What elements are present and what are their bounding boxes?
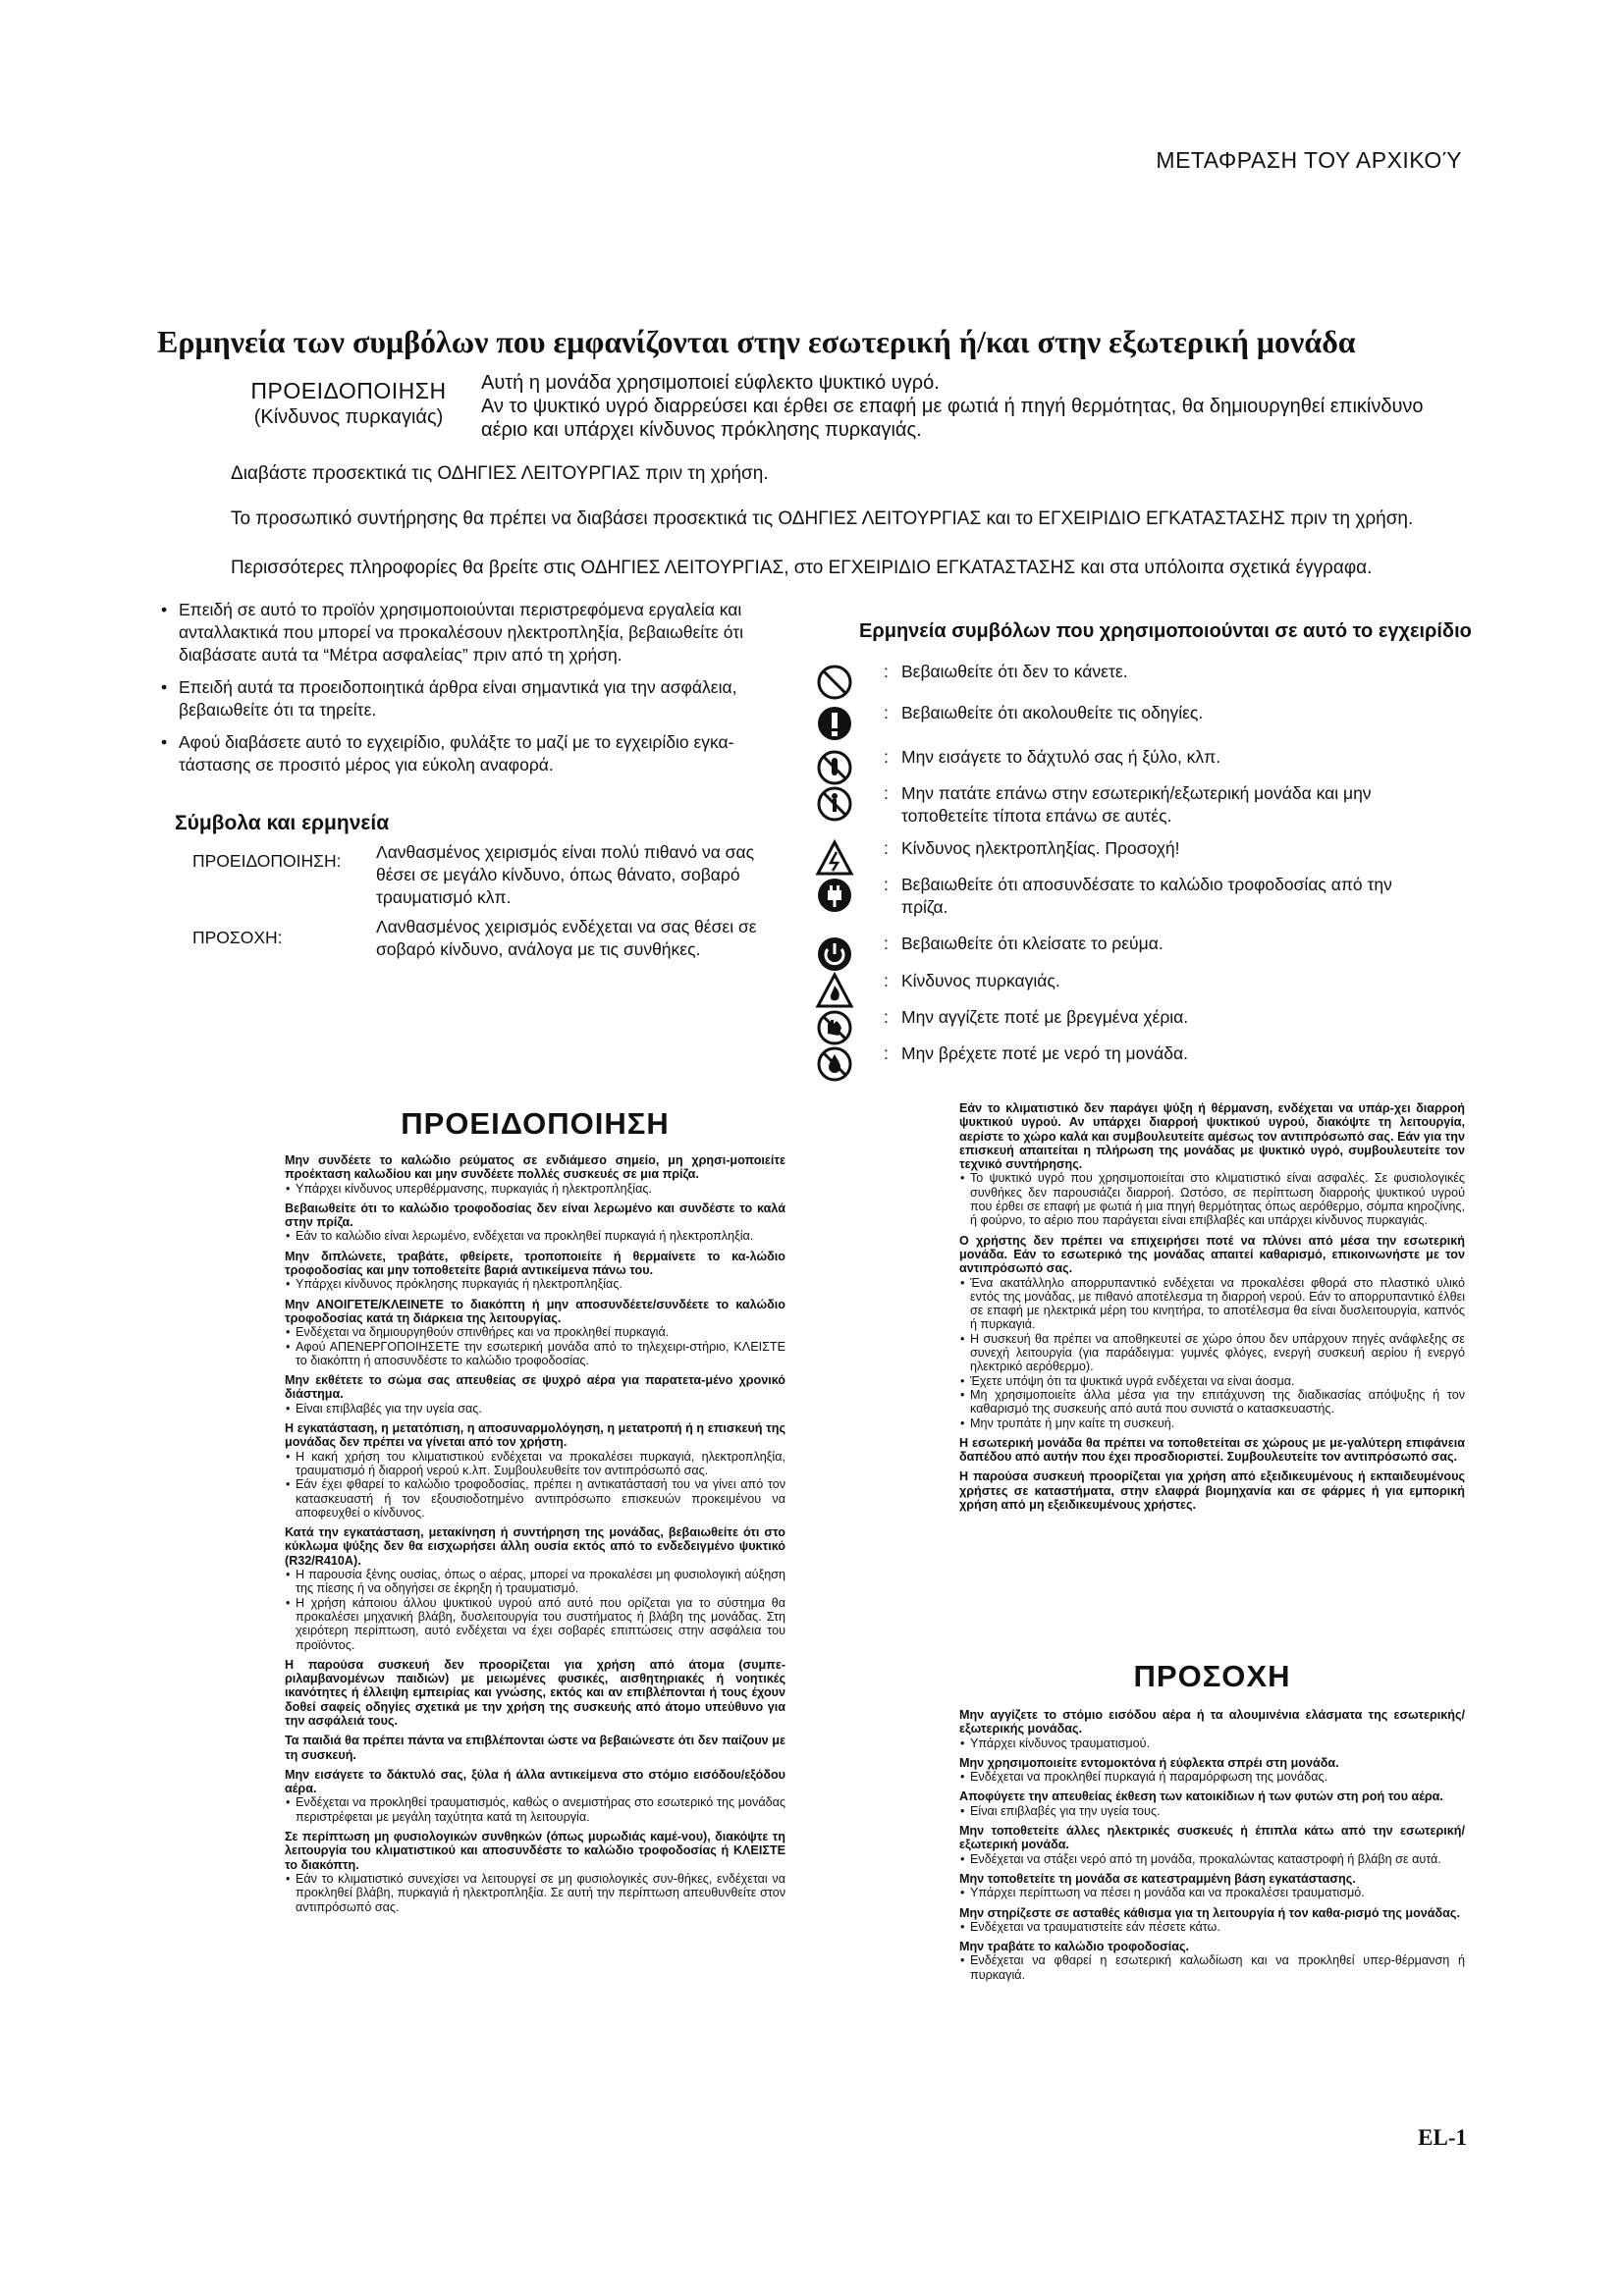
- bullet-item: • Ένα ακατάλληλο απορρυπαντικό ενδέχεται να προκαλέσει φθορά στο πλαστικό υλικό εντός της μονάδας, με πιθανό αποτέλεσμα τη διαρροή νερού. Εάν το απορρυπαντικό έλθει σε επαφή με ηλεκτρικά μέρη του κινητήρα, το αποτέλεσμα θα είναι δυσλειτουργία, καπνός ή πυρκαγιά.: [959, 1276, 1465, 1332]
- symbol-text: Μην πατάτε επάνω στην εσωτερική/εξωτερική μονάδα και μην τοποθετείτε τίποτα επάνω σε αυτές.: [901, 783, 1372, 826]
- paragraph-lead: Μην συνδέετε το καλώδιο ρεύματος σε ενδιάμεσο σημείο, μη χρησι-μοποιείτε προέκταση καλωδίου και μην συνδέετε πολλές συσκευές σε μια πρίζα.: [285, 1153, 785, 1182]
- paragraph: [285, 1373, 785, 1415]
- paragraph-lead: Τα παιδιά θα πρέπει πάντα να επιβλέπονται ώστε να βεβαιώνεστε ότι δεν παίζουν με τη συσκευή.: [285, 1734, 785, 1762]
- bullet-item: • Υπάρχει κίνδυνος τραυματισμού.: [959, 1736, 1465, 1750]
- electric-shock-icon: [815, 839, 854, 879]
- bullet-item: • Το ψυκτικό υγρό που χρησιμοποιείται στο κλιματιστικό είναι ασφαλές. Σε φυσιολογικές συνθήκες δεν παρουσιάζει διαρροή. Ωστόσο, σε περίπτωση διαρροής ψυκτικού υγρού που έρθει σε επαφή με φωτιά ή μια πηγή θερμότητας όπως αερόθερμο, σόμπα κηροζίνης, ή φούρνο, το αέριο που παράγεται είναι επιβλαβές και υπάρχει κίνδυνος πυρκαγιάς.: [959, 1171, 1465, 1227]
- paragraph-lead: Η εγκατάσταση, η μετατόπιση, η αποσυναρμολόγηση, η μετατροπή ή η επισκευή της μονάδας δεν πρέπει να γίνεται από τον χρήστη.: [285, 1421, 785, 1450]
- paragraph-lead: Μην στηρίζεστε σε ασταθές κάθισμα για τη λειτουργία ή τον καθα-ρισμό της μονάδας.: [959, 1905, 1460, 1920]
- caution-key: ΠΡΟΣΟΧΗ:: [192, 928, 283, 947]
- paragraph-lead: Μην τραβάτε το καλώδιο τροφοδοσίας.: [959, 1940, 1190, 1954]
- list-item: • Αφού διαβάσετε αυτό το εγχειρίδιο, φυλάξτε το μαζί με το εγχειρίδιο εγκα-τάστασης σε προσιτό μέρος για εύκολη αναφορά.: [157, 731, 785, 776]
- paragraph: [285, 1250, 785, 1292]
- bullet-item: • Η χρήση κάποιου άλλου ψυκτικού υγρού από αυτό που ορίζεται για το σύστημα θα προκαλέσει μηχανική βλάβη, δυσλειτουργία του συστήματος ή βλάβη της μονάδας. Στη χειρότερη περίπτωση, αυτό ενδέχεται να έχει σοβαρές επιπτώσεις στην ασφάλεια του προϊόντος.: [285, 1596, 785, 1652]
- bullet-item: • Ενδέχεται να τραυματιστείτε εάν πέσετε κάτω.: [959, 1920, 1465, 1934]
- symbol-item-no-standing: : Μην πατάτε επάνω στην εσωτερική/εξωτερική μονάδα και μην τοποθετείτε τίποτα επάνω σε αυτές.: [884, 782, 1434, 828]
- symbol-text: Βεβαιωθείτε ότι ακολουθείτε τις οδηγίες.: [901, 703, 1204, 722]
- caution-section-heading: ΠΡΟΣΟΧΗ: [1133, 1659, 1291, 1693]
- bullet-item: • Η παρουσία ξένης ουσίας, όπως ο αέρας, μπορεί να προκαλέσει μη φυσιολογική αύξηση της πίεσης ή να οδηγήσει σε έκρηξη ή τραυματισμό.: [285, 1568, 785, 1596]
- paragraph: [959, 1469, 1465, 1512]
- paragraph: [285, 1734, 785, 1762]
- manual-symbols-title: Ερμηνεία συμβόλων που χρησιμοποιούνται σε αυτό το εγχειρίδιο: [859, 620, 1472, 642]
- symbol-text: Κίνδυνος ηλεκτροπληξίας. Προσοχή!: [901, 838, 1180, 858]
- unplug-icon: [815, 876, 854, 915]
- no-wet-hands-icon: [815, 1008, 854, 1047]
- warning-section-heading: ΠΡΟΕΙΔΟΠΟΙΗΣΗ: [401, 1106, 670, 1141]
- bullet-item: • Υπάρχει κίνδυνος πρόκλησης πυρκαγιάς ή ηλεκτροπληξίας.: [285, 1277, 785, 1291]
- warning-line-2: Αν το ψυκτικό υγρό διαρρεύσει και έρθει σε επαφή με φωτιά ή πηγή θερμότητας, θα δημιουργηθεί επικίνδυνο: [481, 396, 1424, 417]
- bullet-item: • Υπάρχει περίπτωση να πέσει η μονάδα και να προκαλέσει τραυματισμό.: [959, 1886, 1465, 1899]
- bullet-item: • Εάν έχει φθαρεί το καλώδιο τροφοδοσίας, πρέπει η αντικατάστασή του να γίνει από τον κατασκευαστή ή τον εξουσιοδοτημένο αντιπρόσωπο επισκευών προκειμένου να αποφευχθεί ο κίνδυνος.: [285, 1477, 785, 1520]
- paragraph: [959, 1824, 1465, 1866]
- warning-key: ΠΡΟΕΙΔΟΠΟΙΗΣΗ:: [192, 851, 342, 871]
- paragraph: [959, 1436, 1465, 1465]
- warning-line-1: Αυτή η μονάδα χρησιμοποιεί εύφλεκτο ψυκτικό υγρό.: [481, 372, 940, 394]
- paragraph: [285, 1830, 785, 1914]
- paragraph-lead: Ο χρήστης δεν πρέπει να επιχειρήσει ποτέ να πλύνει από μέσα την εσωτερική μονάδα. Εάν το εσωτερικό της μονάδας απαιτεί καθαρισμό, επικοινωνήστε με τον αντιπρόσωπό σας.: [959, 1233, 1465, 1276]
- paragraph-lead: Εάν το κλιματιστικό δεν παράγει ψύξη ή θέρμανση, ενδέχεται να υπάρ-χει διαρροή ψυκτικού υγρού. Αν υπάρχει διαρροή ψυκτικού υγρού, διακόψτε τη λειτουργία, αερίστε το χώρο καλά και συμβουλευτείτε αμέσως τον αντιπρόσωπό σας. Εάν για την επισκευή απαιτείται η πλήρωση της μονάδας με ψυκτικό υγρό, συμβουλευτείτε τον τεχνικό συντήρησης.: [959, 1101, 1465, 1172]
- bullet-item: • Έχετε υπόψη ότι τα ψυκτικά υγρά ενδέχεται να είναι άοσμα.: [959, 1374, 1465, 1388]
- no-water-icon: [815, 1044, 854, 1084]
- symbol-item-instruction: : Βεβαιωθείτε ότι ακολουθείτε τις οδηγίες.: [884, 702, 1434, 724]
- paragraph: [285, 1658, 785, 1728]
- bullet-item: • Είναι επιβλαβές για την υγεία τους.: [959, 1804, 1465, 1818]
- bullet-item: • Ενδέχεται να στάξει νερό από τη μονάδα, προκαλώντας καταστροφή ή βλάβη σε αυτά.: [959, 1852, 1465, 1866]
- symbol-item-prohibition: : Βεβαιωθείτε ότι δεν το κάνετε.: [884, 661, 1434, 683]
- paragraph: [285, 1525, 785, 1652]
- paragraph-lead: Μην διπλώνετε, τραβάτε, φθείρετε, τροποποιείτε ή θερμαίνετε το κα-λώδιο τροφοδοσίας και μην τοποθετείτε βαριά αντικείμενα πάνω του.: [285, 1249, 785, 1278]
- symbol-item-unplug: : Βεβαιωθείτε ότι αποσυνδέσατε το καλώδιο τροφοδοσίας από την πρίζα.: [884, 874, 1434, 919]
- paragraph-lead: Η παρούσα συσκευή προορίζεται για χρήση από εξειδικευμένους ή εκπαιδευμένους χρήστες σε καταστήματα, στην ελαφρά βιομηχανία και σε φάρμες ή για εμπορική χρήση από μη εξειδικευμένους χρήστες.: [959, 1469, 1465, 1513]
- safety-bullets: [157, 599, 785, 786]
- paragraph: [959, 1756, 1465, 1785]
- caution-column: [959, 1708, 1465, 1988]
- header-original-translation: ΜΕΤΑΦΡΑΣΗ ΤΟΥ ΑΡΧΙΚΟΎ: [1156, 147, 1462, 173]
- paragraph: [285, 1768, 785, 1824]
- paragraph: [959, 1872, 1465, 1900]
- bullet-item: • Ενδέχεται να φθαρεί η εσωτερική καλωδίωση και να προκληθεί υπερ-θέρμανση ή πυρκαγιά.: [959, 1953, 1465, 1982]
- bullet-item: • Είναι επιβλαβές για την υγεία σας.: [285, 1402, 785, 1415]
- symbol-text: Μην εισάγετε το δάχτυλό σας ή ξύλο, κλπ.: [901, 747, 1221, 767]
- paragraph: [285, 1201, 785, 1244]
- symbol-text: Βεβαιωθείτε ότι αποσυνδέσατε το καλώδιο τροφοδοσίας από την πρίζα.: [901, 875, 1392, 917]
- fire-hazard-icon: [815, 972, 854, 1011]
- fire-risk-sublabel: (Κίνδυνος πυρκαγιάς): [253, 406, 444, 428]
- fire-warning-label: [241, 378, 457, 429]
- note-read-operating-instructions: Διαβάστε προσεκτικά τις ΟΔΗΓΙΕΣ ΛΕΙΤΟΥΡΓΙΑΣ πριν τη χρήση.: [231, 463, 769, 484]
- note-more-information: Περισσότερες πληροφορίες θα βρείτε στις ΟΔΗΓΙΕΣ ΛΕΙΤΟΥΡΓΙΑΣ, στο ΕΓΧΕΙΡΙΔΙΟ ΕΓΚΑΤΑΣΤΑΣΗΣ και στα υπόλοιπα σχετικά έγγραφα.: [231, 558, 1373, 578]
- symbol-item-electric-shock: : Κίνδυνος ηλεκτροπληξίας. Προσοχή!: [884, 837, 1434, 860]
- bullet-item: • Ενδέχεται να προκληθεί πυρκαγιά ή παραμόρφωση της μονάδας.: [959, 1770, 1465, 1784]
- bullet-item: • Αφού ΑΠΕΝΕΡΓΟΠΟΙΗΣΕΤΕ την εσωτερική μονάδα από το τηλεχειρι-στήριο, ΚΛΕΙΣΤΕ το διακόπτη ή αποσυνδέστε το καλώδιο τροφοδοσίας.: [285, 1340, 785, 1368]
- symbol-text: Κίνδυνος πυρκαγιάς.: [901, 971, 1060, 990]
- list-item: • Επειδή σε αυτό το προϊόν χρησιμοποιούνται περιστρεφόμενα εργαλεία και ανταλλακτικά που μπορεί να προκαλέσουν ηλεκτροπληξία, βεβαιωθείτε ότι διαβάσατε αυτά τα “Μέτρα ασφαλείας” πριν από τη χρήση.: [157, 599, 785, 667]
- list-item: • Επειδή αυτά τα προειδοποιητικά άρθρα είναι σημαντικά για την ασφάλεια, βεβαιωθείτε ότι τα τηρείτε.: [157, 676, 785, 721]
- paragraph-lead: Μην ΑΝΟΙΓΕΤΕ/ΚΛΕΙΝΕΤΕ το διακόπτη ή μην αποσυνδέετε/συνδέετε το καλώδιο τροφοδοσίας κατά τη διάρκεια της λειτουργίας.: [285, 1297, 785, 1325]
- fire-warning-text: [481, 371, 1522, 442]
- symbol-text: Βεβαιωθείτε ότι δεν το κάνετε.: [901, 662, 1128, 681]
- paragraph-lead: Βεβαιωθείτε ότι το καλώδιο τροφοδοσίας δεν είναι λερωμένο και συνδέστε το καλά στην πρίζα.: [285, 1201, 785, 1230]
- warning-left-column: [285, 1153, 785, 1920]
- paragraph-lead: Μην χρησιμοποιείτε εντομοκτόνα ή εύφλεκτα σπρέι στη μονάδα.: [959, 1755, 1339, 1770]
- power-off-icon: [815, 934, 854, 974]
- symbol-item-no-finger: : Μην εισάγετε το δάχτυλό σας ή ξύλο, κλπ.: [884, 746, 1434, 769]
- symbol-item-fire-hazard: : Κίνδυνος πυρκαγιάς.: [884, 970, 1434, 992]
- bullet-item: • Η συσκευή θα πρέπει να αποθηκευτεί σε χώρο όπου δεν υπάρχουν πηγές ανάφλεξης σε συνεχή λειτουργία (για παράδειγμα: γυμνές φλόγες, ενεργή συσκευή αερίου ή ενεργό ηλεκτρικό αερόθερμο).: [959, 1332, 1465, 1374]
- bullet-item: • Μην τρυπάτε ή μην καίτε τη συσκευή.: [959, 1416, 1465, 1430]
- warning-value: Λανθασμένος χειρισμός είναι πολύ πιθανό να σας θέσει σε μεγάλο κίνδυνο, όπως θάνατο, σοβαρό τραυματισμό κλπ.: [376, 842, 755, 907]
- symbols-section-title: Σύμβολα και ερμηνεία: [175, 812, 390, 834]
- warning-label: ΠΡΟΕΙΔΟΠΟΙΗΣΗ: [250, 378, 447, 403]
- paragraph-lead: Μην τοποθετείτε τη μονάδα σε κατεστραμμένη βάση εγκατάστασης.: [959, 1871, 1356, 1886]
- paragraph-lead: Η εσωτερική μονάδα θα πρέπει να τοποθετείται σε χώρους με με-γαλύτερη επιφάνεια δαπέδου από αυτήν που έχει προσδιοριστεί. Συμβουλευτείτε τον αντιπρόσωπό σας.: [959, 1435, 1465, 1465]
- paragraph: [959, 1789, 1465, 1818]
- paragraph: [959, 1940, 1465, 1982]
- bullet-item: • Ενδέχεται να δημιουργηθούν σπινθήρες και να προκληθεί πυρκαγιά.: [285, 1325, 785, 1339]
- paragraph: [959, 1234, 1465, 1430]
- page-title: Ερμηνεία των συμβόλων που εμφανίζονται στην εσωτερική ή/και στην εξωτερική μονάδα: [157, 324, 1356, 359]
- paragraph-lead: Η παρούσα συσκευή δεν προορίζεται για χρήση από άτομα (συμπε-ριλαμβανομένων παιδιών) με μειωμένες φυσικές, αισθητηριακές ή νοητικές ικανότητες ή έλλειψη εμπειρίας και γνώσης, εκτός και αν επιβλέπονται ή τους έχουν δοθεί σαφείς οδηγίες σχετικά με την χρήση της συσκευής από άτομο υπεύθυνο για την ασφάλειά τους.: [285, 1657, 785, 1728]
- caution-value: Λανθασμένος χειρισμός ενδέχεται να σας θέσει σε σοβαρό κίνδυνο, ανάλογα με τις συνθήκες.: [376, 917, 757, 959]
- symbol-text: Μην βρέχετε ποτέ με νερό τη μονάδα.: [901, 1043, 1188, 1063]
- symbol-text: Βεβαιωθείτε ότι κλείσατε το ρεύμα.: [901, 934, 1164, 953]
- paragraph: [959, 1101, 1465, 1228]
- bullet-item: • Εάν το καλώδιο είναι λερωμένο, ενδέχεται να προκληθεί πυρκαγιά ή ηλεκτροπληξία.: [285, 1229, 785, 1243]
- symbol-item-power-off: : Βεβαιωθείτε ότι κλείσατε το ρεύμα.: [884, 933, 1434, 955]
- instruction-icon: [815, 704, 854, 743]
- paragraph: [959, 1708, 1465, 1750]
- symbol-text: Μην αγγίζετε ποτέ με βρεγμένα χέρια.: [901, 1007, 1189, 1027]
- warning-right-column: [959, 1101, 1465, 1518]
- paragraph-lead: Μην εκθέτετε το σώμα σας απευθείας σε ψυχρό αέρα για παρατετα-μένο χρονικό διάστημα.: [285, 1373, 785, 1402]
- symbol-item-no-water: : Μην βρέχετε ποτέ με νερό τη μονάδα.: [884, 1042, 1434, 1065]
- bullet-item: • Εάν το κλιματιστικό συνεχίσει να λειτουργεί σε μη φυσιολογικές συν-θήκες, ενδέχεται να προκληθεί βλάβη, πυρκαγιά ή ηλεκτροπληξία. Σε αυτή την περίπτωση απευθυνθείτε στον αντιπρόσωπό σας.: [285, 1872, 785, 1914]
- bullet-item: • Ενδέχεται να προκληθεί τραυματισμός, καθώς ο ανεμιστήρας στο εσωτερικό της μονάδας περιστρέφεται με μεγάλη ταχύτητα κατά τη λειτουργία.: [285, 1795, 785, 1824]
- paragraph: [959, 1906, 1465, 1935]
- bullet-item: • Η κακή χρήση του κλιματιστικού ενδέχεται να προκαλέσει πυρκαγιά, ηλεκτροπληξία, τραυματισμό ή διαρροή νερού κ.λπ. Συμβουλευθείτε τον αντιπρόσωπό σας.: [285, 1450, 785, 1478]
- bullet-item: • Μη χρησιμοποιείτε άλλα μέσα για την επιτάχυνση της διαδικασίας απόψυξης ή τον καθαρισμό της συσκευής από αυτά που συνιστά ο κατασκευαστής.: [959, 1388, 1465, 1416]
- paragraph-lead: Μην εισάγετε το δάκτυλό σας, ξύλα ή άλλα αντικείμενα στο στόμιο εισόδου/εξόδου αέρα.: [285, 1767, 785, 1796]
- paragraph: [285, 1298, 785, 1367]
- paragraph-lead: Αποφύγετε την απευθείας έκθεση των κατοικίδιων ή των φυτών στη ροή του αέρα.: [959, 1789, 1443, 1804]
- symbol-item-no-wet-hands: : Μην αγγίζετε ποτέ με βρεγμένα χέρια.: [884, 1006, 1434, 1029]
- bullet-item: • Υπάρχει κίνδυνος υπερθέρμανσης, πυρκαγιάς ή ηλεκτροπληξίας.: [285, 1182, 785, 1196]
- prohibition-icon: [815, 663, 854, 702]
- paragraph-lead: Μην τοποθετείτε άλλες ηλεκτρικές συσκευές ή έπιπλα κάτω από την εσωτερική/εξωτερική μονάδα.: [959, 1824, 1465, 1852]
- page-number: EL-1: [1418, 2125, 1467, 2150]
- paragraph-lead: Σε περίπτωση μη φυσιολογικών συνθηκών (όπως μυρωδιάς καμέ-νου), διακόψτε τη λειτουργία του κλιματιστικού και αποσυνδέστε το καλώδιο τροφοδοσίας ή ΚΛΕΙΣΤΕ το διακόπτη.: [285, 1830, 785, 1872]
- no-finger-icon: [815, 748, 854, 787]
- note-service-personnel: Το προσωπικό συντήρησης θα πρέπει να διαβάσει προσεκτικά τις ΟΔΗΓΙΕΣ ΛΕΙΤΟΥΡΓΙΑΣ και το ΕΓΧΕΙΡΙΔΙΟ ΕΓΚΑΤΑΣΤΑΣΗΣ πριν τη χρήση.: [231, 508, 1414, 529]
- no-standing-icon: [815, 784, 854, 824]
- warning-line-3: αέριο και υπάρχει κίνδυνος πρόκλησης πυρκαγιάς.: [481, 419, 922, 441]
- paragraph-lead: Μην αγγίζετε το στόμιο εισόδου αέρα ή τα αλουμινένια ελάσματα της εσωτερικής/εξωτερικής μονάδας.: [959, 1708, 1465, 1736]
- paragraph: [285, 1421, 785, 1520]
- paragraph-lead: Κατά την εγκατάσταση, μετακίνηση ή συντήρηση της μονάδας, βεβαιωθείτε ότι στο κύκλωμα ψύξης δεν θα εισχωρήσει άλλη ουσία εκτός από το ενδεδειγμένο ψυκτικό (R32/R410A).: [285, 1525, 785, 1568]
- paragraph: [285, 1153, 785, 1196]
